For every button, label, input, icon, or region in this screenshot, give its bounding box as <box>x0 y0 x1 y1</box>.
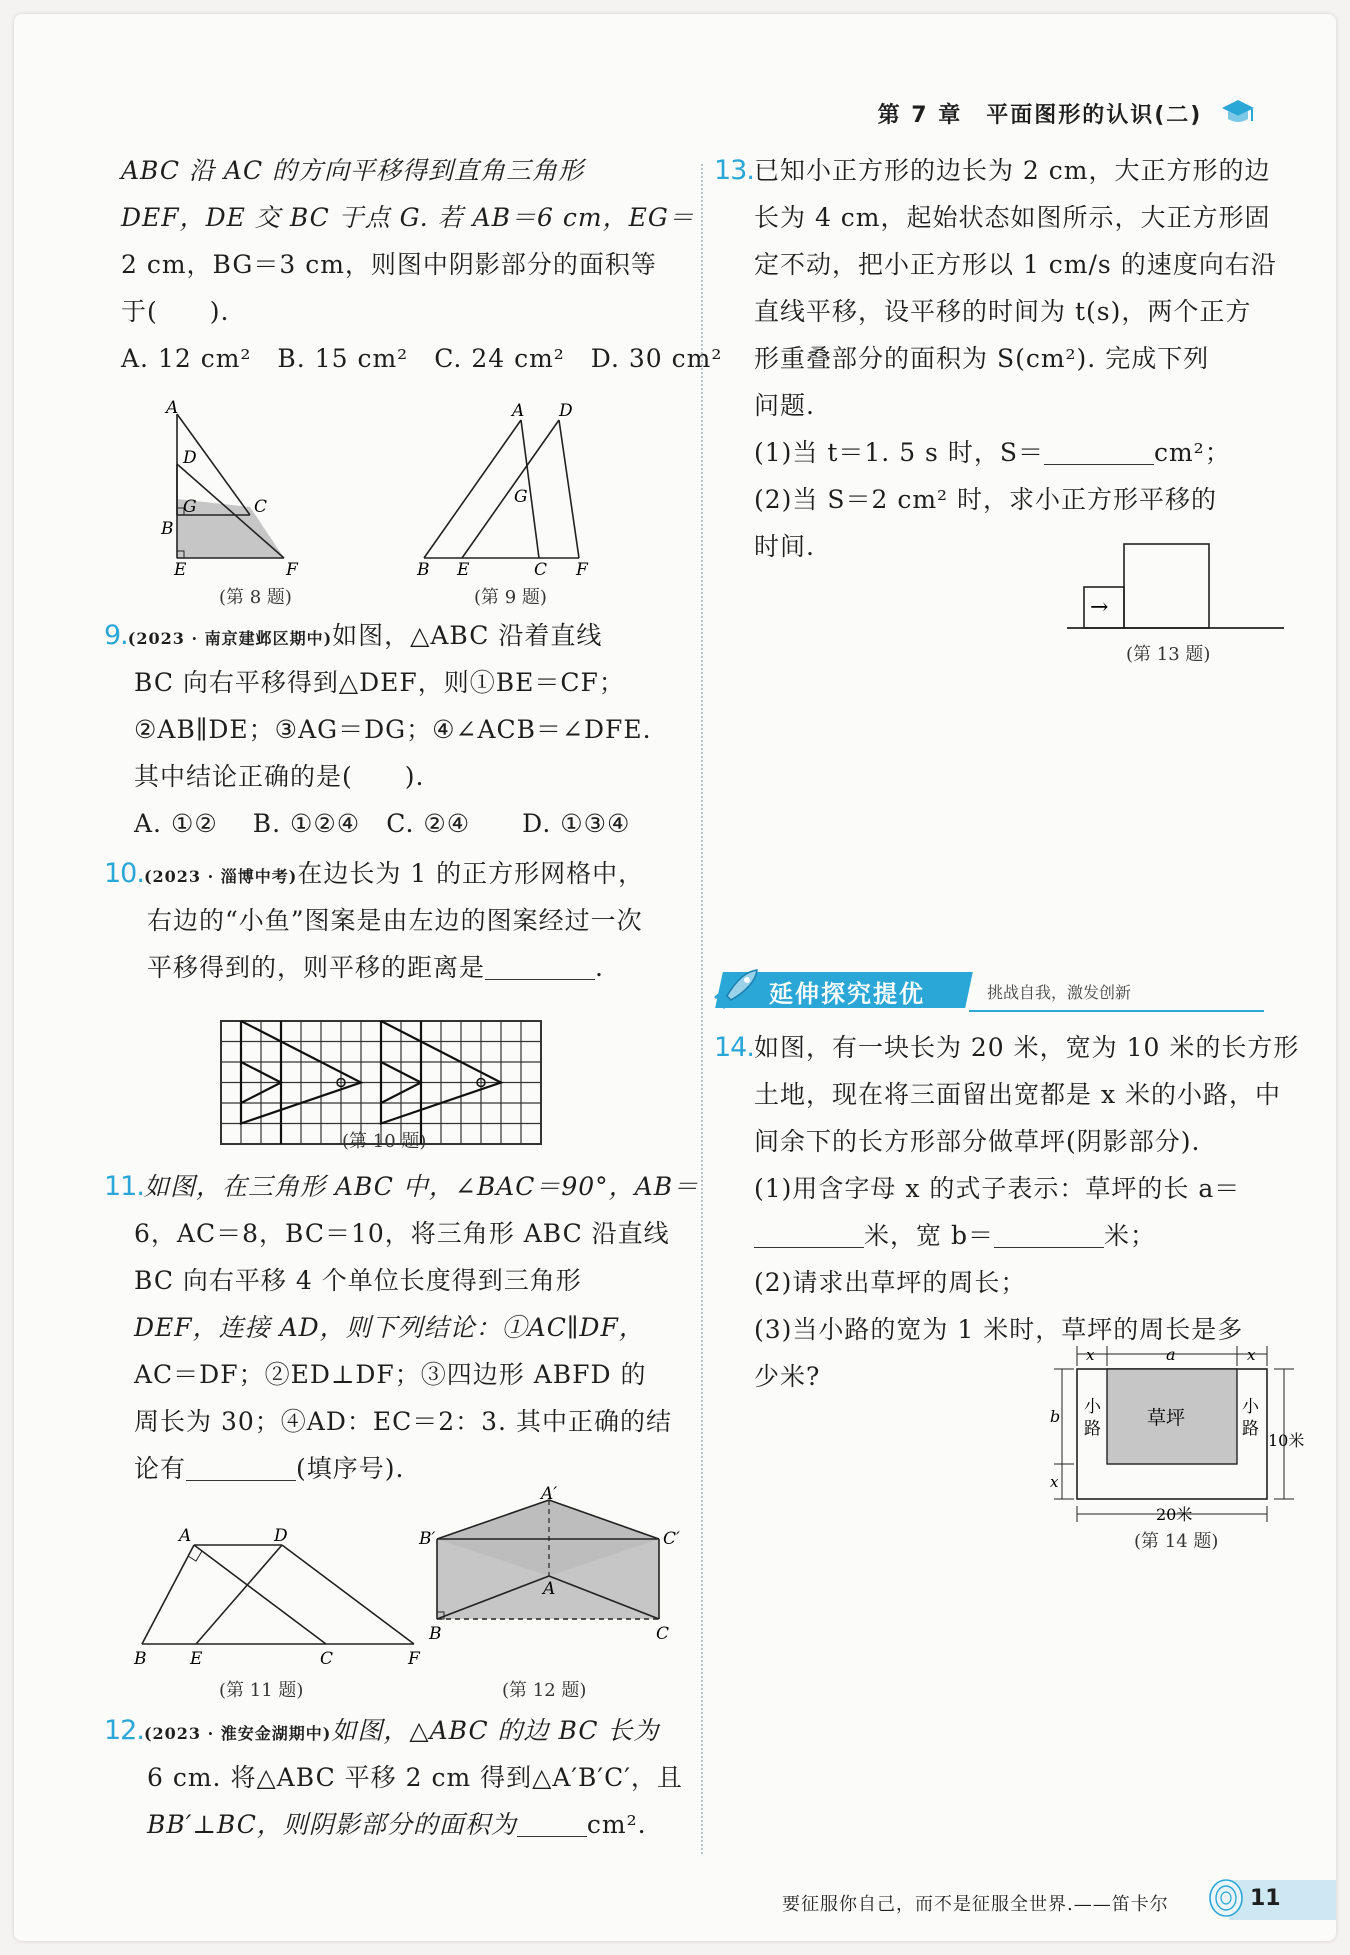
q13-part1 <box>754 436 1231 470</box>
q12-label-C: C <box>656 1624 670 1644</box>
q14-length-blank[interactable] <box>754 1223 864 1248</box>
q12-number: 12. <box>104 1715 144 1746</box>
q14-part2: (2)请求出草坪的周长； <box>754 1268 1027 1297</box>
q13-answer-blank[interactable] <box>1044 440 1154 465</box>
q14-number: 14. <box>714 1032 754 1063</box>
right-arrow-icon: → <box>1090 595 1109 620</box>
q8-label-E: E <box>174 560 187 580</box>
q14-label-b: b <box>1050 1407 1061 1426</box>
q14-first-line <box>714 1031 1299 1065</box>
rocket-icon <box>711 966 761 1012</box>
q14-path-right-1: 小 <box>1242 1397 1259 1417</box>
q9-caption: (第 9 题) <box>474 587 547 608</box>
q9-label-G: G <box>514 487 528 507</box>
q14-text: 如图，有一块长为 20 米，宽为 10 米的长方形 <box>753 1033 1300 1062</box>
q13-line: 形重叠部分的面积为 S(cm²). 完成下列 <box>754 344 1210 373</box>
q13-part1-suffix: cm²； <box>1153 438 1231 467</box>
q11-line: BC 向右平移 4 个单位长度得到三角形 <box>134 1266 582 1295</box>
q13-text: 已知小正方形的边长为 2 cm，大正方形的边 <box>753 156 1271 185</box>
q13-line: 定不动，把小正方形以 1 cm/s 的速度向右沿 <box>754 250 1277 279</box>
q8-line: 于( ). <box>121 297 230 326</box>
q12-line: 6 cm. 将△ABC 平移 2 cm 得到△A′B′C′，且 <box>147 1763 683 1792</box>
q11-label-C: C <box>320 1649 334 1669</box>
q11-figure <box>124 1519 424 1669</box>
page-number: 11 <box>1250 1886 1281 1911</box>
q10-end: . <box>595 953 604 982</box>
q13-part2: 时间. <box>754 532 815 561</box>
q13-part1-prefix: (1)当 t＝1. 5 s 时，S＝ <box>754 438 1044 467</box>
q11-caption: (第 11 题) <box>219 1680 304 1701</box>
footer-quote: 要征服你自己，而不是征服全世界.——笛卡尔 <box>782 1894 1169 1915</box>
q14-path-left-2: 路 <box>1084 1419 1101 1439</box>
extension-banner <box>719 972 1264 1012</box>
q13-caption: (第 13 题) <box>1126 644 1211 665</box>
workbook-page <box>14 14 1336 1941</box>
q14-part3: 少米? <box>754 1362 821 1391</box>
q14-label-x-top-left: x <box>1086 1346 1095 1364</box>
q9-label-F: F <box>576 560 588 580</box>
q8-options: A. 12 cm² B. 15 cm² C. 24 cm² D. 30 cm² <box>121 344 723 373</box>
q11-label-E: E <box>190 1649 203 1669</box>
q11-label-F: F <box>408 1649 420 1669</box>
q12-label-B: B <box>429 1624 442 1644</box>
q12-answer-blank[interactable] <box>517 1812 587 1837</box>
q12-line3-suffix: cm². <box>586 1810 647 1839</box>
q9-label-B: B <box>417 560 430 580</box>
q11-line: 周长为 30；④AD：EC＝2：3. 其中正确的结 <box>134 1407 672 1436</box>
q12-first-line <box>104 1714 659 1751</box>
q10-number: 10. <box>104 858 144 889</box>
q12-figure <box>419 1484 689 1674</box>
q11-answer-blank[interactable] <box>186 1456 296 1481</box>
q10-source: (2023 · 淄博中考) <box>143 867 298 886</box>
q8-label-B: B <box>161 519 174 539</box>
q12-label-Bprime: B′ <box>419 1529 436 1549</box>
q12-label-A: A <box>543 1579 556 1599</box>
q13-line: 问题. <box>754 391 815 420</box>
q8-label-F: F <box>286 560 298 580</box>
q14-label-a: a <box>1166 1345 1176 1364</box>
q9-options: A. ①② B. ①②④ C. ②④ D. ①③④ <box>134 809 631 838</box>
q14-part1-end: 米； <box>1103 1221 1156 1250</box>
q11-number: 11. <box>104 1171 144 1202</box>
q12-source: (2023 · 淮安金湖期中) <box>143 1724 332 1743</box>
q10-line <box>147 951 604 985</box>
q14-lawn-label: 草坪 <box>1147 1407 1186 1429</box>
q14-figure <box>1042 1334 1312 1534</box>
q14-line: 间余下的长方形部分做草坪(阴影部分). <box>754 1127 1201 1156</box>
q12-line <box>147 1808 647 1842</box>
q11-last-prefix: 论有 <box>134 1454 187 1483</box>
q10-line: 右边的“小鱼”图案是由左边的图案经过一次 <box>147 906 643 935</box>
q14-label-x-left: x <box>1050 1473 1059 1491</box>
q10-caption: (第 10 题) <box>342 1131 427 1152</box>
q13-line: 直线平移，设平移的时间为 t(s)，两个正方 <box>754 297 1252 326</box>
q14-part3: (3)当小路的宽为 1 米时，草坪的周长是多 <box>754 1315 1244 1344</box>
q9-figure <box>409 399 649 579</box>
q12-label-Cprime: C′ <box>663 1529 680 1549</box>
q14-line: 土地，现在将三面留出宽都是 x 米的小路，中 <box>754 1080 1281 1109</box>
q11-line: DEF，连接 AD，则下列结论：①AC∥DF， <box>134 1313 645 1342</box>
q11-line: AC＝DF；②ED⊥DF；③四边形 ABFD 的 <box>134 1360 647 1389</box>
q8-line: DEF，DE 交 BC 于点 G. 若 AB＝6 cm，EG＝ <box>121 203 695 232</box>
q13-figure <box>1064 529 1284 639</box>
q13-number: 13. <box>714 155 754 186</box>
q12-text: 如图，△ABC 的边 BC 长为 <box>331 1716 660 1745</box>
q14-path-left-1: 小 <box>1084 1397 1101 1417</box>
q10-answer-blank[interactable] <box>485 955 595 980</box>
q8-line: 2 cm，BG＝3 cm，则图中阴影部分的面积等 <box>121 250 657 279</box>
q14-label-width: 20米 <box>1156 1505 1193 1524</box>
q11-last-suffix: (填序号). <box>296 1454 405 1483</box>
q8-label-A: A <box>166 398 179 418</box>
q14-label-height: 10米 <box>1268 1431 1305 1450</box>
graduation-cap-icon <box>1220 96 1256 128</box>
q9-label-E: E <box>457 560 470 580</box>
q11-text: 如图，在三角形 ABC 中，∠BAC＝90°，AB＝ <box>143 1172 700 1201</box>
q10-first-line <box>104 857 644 894</box>
q10-line-text: 平移得到的，则平移的距离是 <box>147 953 486 982</box>
q11-line: 6，AC＝8，BC＝10，将三角形 ABC 沿直线 <box>134 1219 670 1248</box>
q12-caption: (第 12 题) <box>502 1680 587 1701</box>
q9-line: BC 向右平移得到△DEF，则①BE＝CF； <box>134 668 625 697</box>
q14-part1: (1)用含字母 x 的式子表示：草坪的长 a＝ <box>754 1174 1241 1203</box>
banner-title: 延伸探究提优 <box>769 980 925 1008</box>
q11-label-D: D <box>274 1526 288 1546</box>
q9-number: 9. <box>104 620 128 651</box>
q13-part2: (2)当 S＝2 cm² 时，求小正方形平移的 <box>754 485 1218 514</box>
q14-path-right-2: 路 <box>1242 1419 1259 1439</box>
q9-line: ②AB∥DE；③AG＝DG；④∠ACB＝∠DFE. <box>134 715 652 744</box>
column-divider <box>701 164 703 1854</box>
q12-line3-prefix: BB′⊥BC，则阴影部分的面积为 <box>147 1810 517 1839</box>
q10-text: 在边长为 1 的正方形网格中， <box>297 859 645 888</box>
q12-label-Aprime: A′ <box>541 1484 558 1504</box>
q14-part1-answers <box>754 1219 1156 1253</box>
q9-label-C: C <box>534 560 548 580</box>
q8-label-G: G <box>183 497 197 517</box>
q9-label-A: A <box>512 401 525 421</box>
q14-caption: (第 14 题) <box>1134 1531 1219 1552</box>
q11-label-A: A <box>179 1526 192 1546</box>
q9-source: (2023 · 南京建邺区期中) <box>127 629 333 648</box>
q9-label-D: D <box>559 401 573 421</box>
q9-text: 如图，△ABC 沿着直线 <box>332 621 603 650</box>
spiral-icon <box>1206 1876 1246 1920</box>
q11-label-B: B <box>134 1649 147 1669</box>
q8-caption: (第 8 题) <box>219 587 292 608</box>
q14-part1-mid: 米，宽 b＝ <box>864 1221 994 1250</box>
q8-line: ABC 沿 AC 的方向平移得到直角三角形 <box>121 156 585 185</box>
q9-line: 其中结论正确的是( ). <box>134 762 425 791</box>
q11-first-line <box>104 1170 699 1204</box>
q14-label-x-top-right: x <box>1247 1346 1256 1364</box>
q8-label-C: C <box>254 497 268 517</box>
banner-subtitle: 挑战自我，激发创新 <box>987 983 1132 1002</box>
q11-last-line <box>134 1452 404 1486</box>
q13-large-square <box>1124 544 1209 628</box>
q10-grid-figure <box>219 1019 549 1149</box>
q13-line: 长为 4 cm，起始状态如图所示，大正方形固 <box>754 203 1271 232</box>
q8-label-D: D <box>183 448 197 468</box>
q9-first-line <box>104 619 602 656</box>
q13-first-line <box>714 154 1270 188</box>
q8-figure <box>154 398 384 580</box>
q14-width-blank[interactable] <box>994 1223 1104 1248</box>
chapter-header <box>878 96 1256 129</box>
chapter-title: 第 7 章 平面图形的认识(二) <box>877 103 1203 128</box>
